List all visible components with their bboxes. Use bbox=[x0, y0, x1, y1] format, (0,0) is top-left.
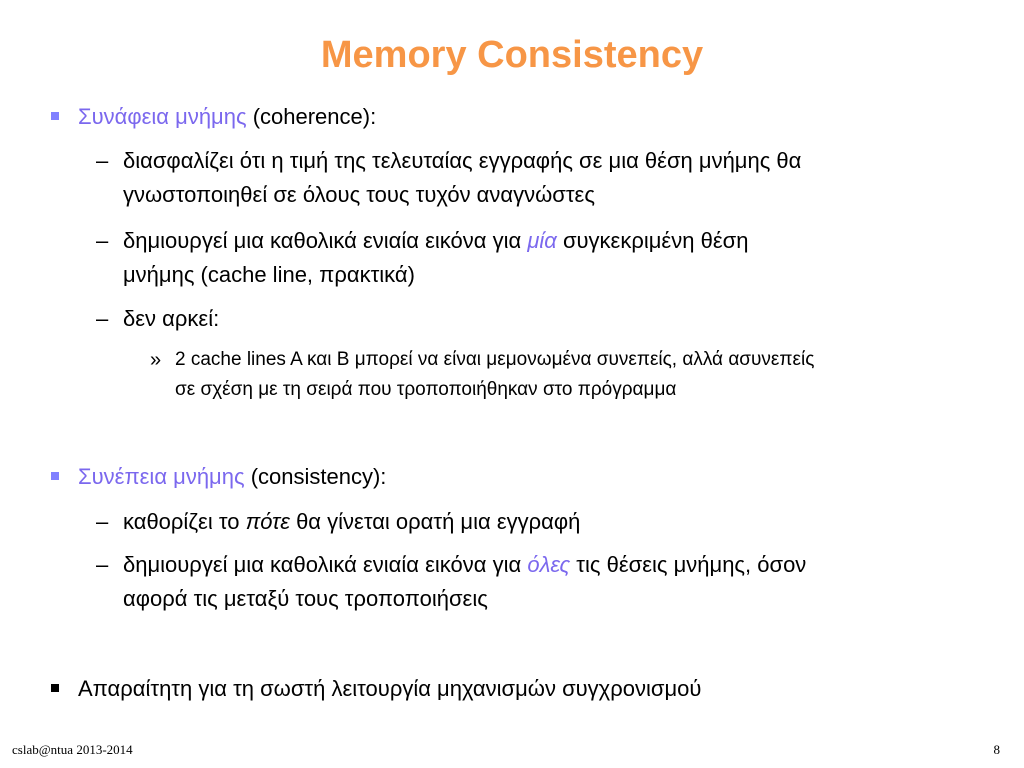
text-segment: συγκεκριμένη θέση bbox=[556, 228, 749, 253]
term-consistency-rest: (consistency): bbox=[244, 464, 387, 489]
coherence-point-1-line-2: γνωστοποιηθεί σε όλους τους τυχόν αναγνώστες bbox=[123, 182, 595, 207]
consistency-point-2-line-2: αφορά τις μεταξύ τους τροποποιήσεις bbox=[123, 586, 488, 611]
coherence-point-2-line-2: μνήμης (cache line, πρακτικά) bbox=[123, 262, 415, 287]
bullet-synchronization: Απαραίτητη για τη σωστή λειτουργία μηχανισμών συγχρονισμού bbox=[78, 676, 702, 701]
dash-icon: – bbox=[96, 148, 109, 173]
coherence-point-1-line-1: διασφαλίζει ότι η τιμή της τελευταίας εγγραφής σε μια θέση μνήμης θα bbox=[123, 148, 802, 173]
slide-title: Memory Consistency bbox=[320, 34, 704, 76]
dash-icon: – bbox=[96, 552, 109, 577]
consistency-point-1 bbox=[123, 505, 580, 539]
term-consistency: Συνέπεια μνήμης bbox=[78, 464, 245, 489]
dash-icon: – bbox=[96, 509, 109, 534]
raquo-icon: » bbox=[150, 349, 162, 371]
text-segment: δημιουργεί μια καθολικά ενιαία εικόνα για bbox=[123, 228, 528, 253]
footer-credit: cslab@ntua 2013-2014 bbox=[12, 742, 133, 757]
dash-icon: – bbox=[96, 228, 109, 253]
coherence-subpoint-line-1: 2 cache lines A και B μπορεί να είναι μεμονωμένα συνεπείς, αλλά ασυνεπείς bbox=[175, 349, 815, 370]
dash-icon: – bbox=[96, 306, 109, 331]
coherence-subpoint-line-2: σε σχέση με τη σειρά που τροποποιήθηκαν στο πρόγραμμα bbox=[175, 379, 677, 400]
slide-number: 8 bbox=[993, 742, 1000, 757]
text-segment: τις θέσεις μνήμης, όσον bbox=[570, 552, 807, 577]
coherence-point-2-line-1 bbox=[123, 224, 748, 258]
consistency-point-2-line-1 bbox=[123, 548, 806, 582]
term-coherence: Συνάφεια μνήμης bbox=[78, 104, 247, 129]
bullet-square-icon bbox=[51, 112, 59, 120]
bullet-coherence bbox=[78, 100, 376, 134]
emphasis-all: όλες bbox=[527, 552, 571, 577]
bullet-consistency bbox=[78, 460, 386, 494]
text-segment: θα γίνεται ορατή μια εγγραφή bbox=[289, 509, 581, 534]
bullet-square-icon bbox=[51, 472, 59, 480]
emphasis-one: μία bbox=[527, 228, 557, 253]
text-segment: δημιουργεί μια καθολικά ενιαία εικόνα για bbox=[123, 552, 528, 577]
coherence-point-3: δεν αρκεί: bbox=[123, 306, 220, 331]
term-coherence-rest: (coherence): bbox=[246, 104, 377, 129]
emphasis-when: πότε bbox=[245, 509, 290, 534]
bullet-square-icon bbox=[51, 684, 59, 692]
text-segment: καθορίζει το bbox=[123, 509, 246, 534]
